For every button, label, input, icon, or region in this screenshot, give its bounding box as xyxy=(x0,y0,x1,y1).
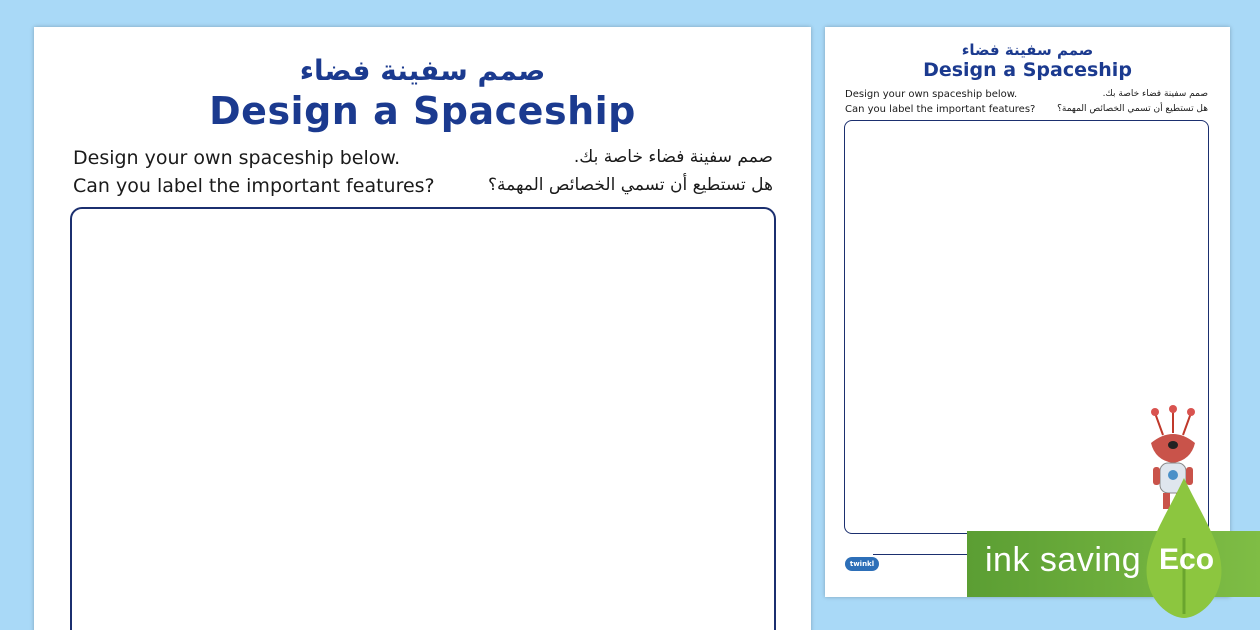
instruction-arabic-2: هل تستطيع أن تسمي الخصائص المهمة؟ xyxy=(1057,104,1208,114)
worksheet-large xyxy=(34,27,811,630)
eco-label: Eco xyxy=(1159,543,1215,576)
instruction-arabic-1: صمم سفينة فضاء خاصة بك. xyxy=(1102,89,1208,99)
ink-saving-label: ink saving xyxy=(985,541,1142,579)
title-arabic: صمم سفينة فضاء xyxy=(299,54,546,87)
instruction-arabic-2: هل تستطيع أن تسمي الخصائص المهمة؟ xyxy=(488,175,773,195)
instruction-english-2: Can you label the important features? xyxy=(73,175,435,197)
instruction-english-1: Design your own spaceship below. xyxy=(845,89,1018,100)
title-arabic: صمم سفينة فضاء xyxy=(961,41,1094,59)
drawing-box xyxy=(70,207,776,630)
instruction-english-2: Can you label the important features? xyxy=(845,104,1036,115)
twinkl-logo: twinkl xyxy=(845,557,879,571)
instruction-english-1: Design your own spaceship below. xyxy=(73,147,401,169)
title-english: Design a Spaceship xyxy=(923,59,1132,81)
title-english: Design a Spaceship xyxy=(209,89,636,133)
instruction-arabic-1: صمم سفينة فضاء خاصة بك. xyxy=(573,147,773,167)
